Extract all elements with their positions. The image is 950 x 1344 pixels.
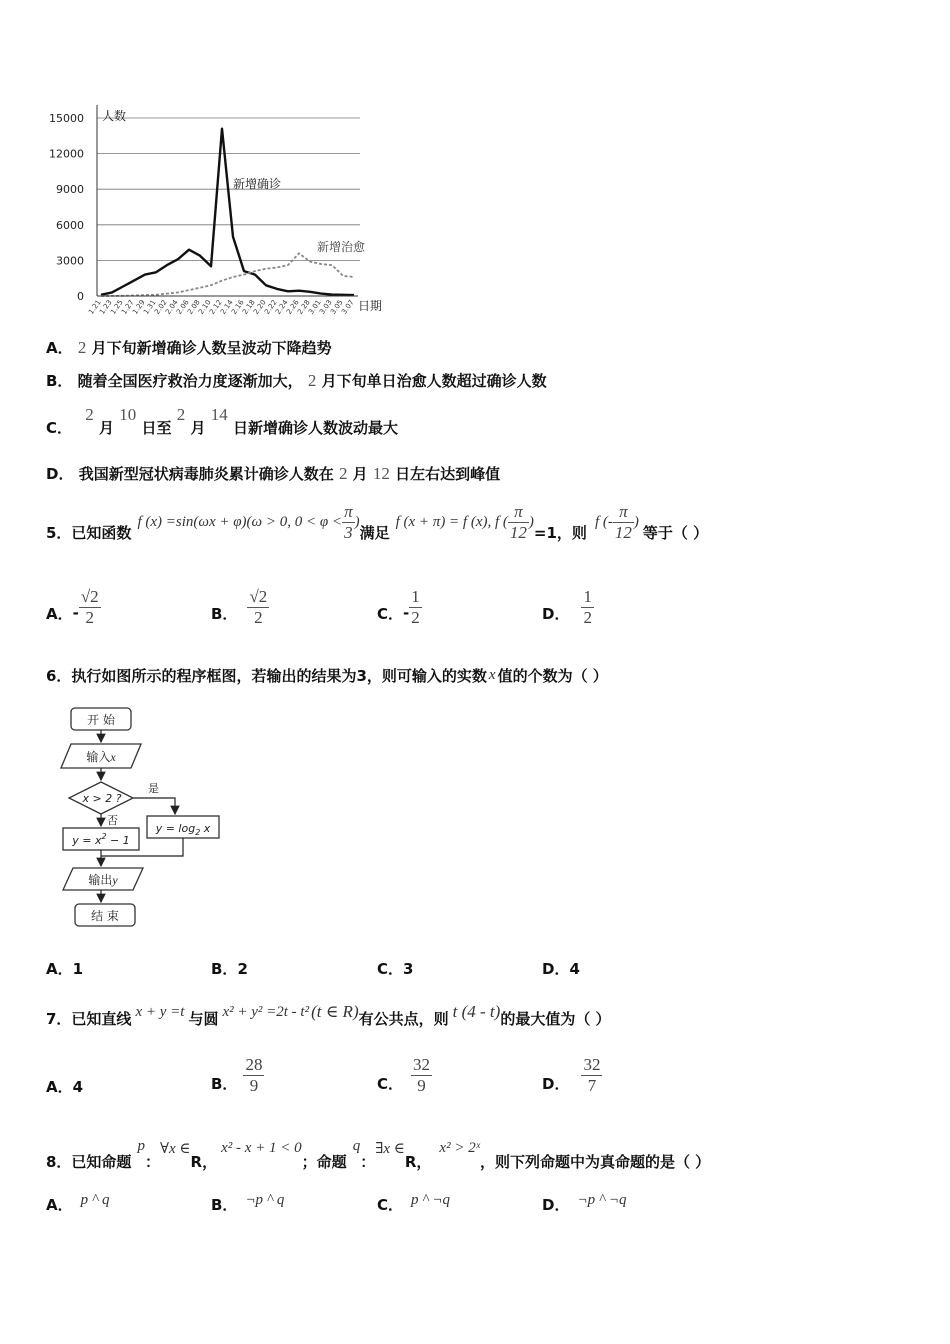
x-tick-label: 2.12 xyxy=(208,298,224,316)
math-expression: f (- xyxy=(594,513,613,530)
option-text: 随着全国医疗救治力度逐渐加大， xyxy=(77,372,303,390)
x-tick-label: 2.10 xyxy=(197,298,213,316)
q7-option-b xyxy=(211,1048,264,1102)
q7-option-d xyxy=(542,1048,602,1102)
q6-option-a xyxy=(46,958,83,979)
x-tick-label: 3.01 xyxy=(307,298,323,316)
q7-options xyxy=(46,1048,646,1102)
fraction-denominator: 2 xyxy=(247,607,269,628)
question-text: 值的个数为（ ） xyxy=(497,667,608,685)
fraction-denominator: 2 xyxy=(79,607,101,628)
option-label: D． xyxy=(542,960,570,978)
question-text: 5．已知函数 xyxy=(46,523,132,542)
covid-line-chart xyxy=(40,100,390,320)
option-text: 日新增确诊人数波动最大 xyxy=(232,419,398,437)
option-text: 月 xyxy=(352,465,368,483)
q4-option-b xyxy=(46,370,547,391)
x-tick-label: 2.04 xyxy=(164,298,180,316)
question-text: =1，则 xyxy=(533,523,587,542)
q5-option-c xyxy=(377,580,422,634)
option-value: 4 xyxy=(72,1078,84,1096)
question-text: ，则下列命题中为真命题的是（ ） xyxy=(479,1152,711,1171)
option-number: 14 xyxy=(210,405,228,424)
option-label: B． xyxy=(46,372,73,390)
question-text: 满足 xyxy=(359,523,390,542)
option-number: 2 xyxy=(85,405,94,424)
math-expression: ) xyxy=(633,513,639,530)
y-tick-label: 6000 xyxy=(56,218,84,232)
x-tick-label: 2.18 xyxy=(241,298,257,316)
y-tick-label: 9000 xyxy=(56,183,84,197)
option-fraction xyxy=(581,1055,602,1096)
question-8 xyxy=(46,1134,710,1170)
math-expression: t (4 - t) xyxy=(452,1002,501,1021)
x-tick-label: 3.07 xyxy=(340,298,356,316)
math-variable: x xyxy=(488,667,496,683)
option-label: B． xyxy=(211,1074,238,1093)
flow-log-text: $y = \log_2 x$ xyxy=(155,822,211,837)
question-text: 8．已知命题 xyxy=(46,1152,132,1171)
option-fraction xyxy=(79,587,101,628)
option-fraction xyxy=(409,587,422,628)
math-expression: x² > 2ˣ xyxy=(439,1139,480,1156)
math-expression: x² + y² =2t - t² xyxy=(222,1003,310,1020)
math-variable: p xyxy=(137,1137,145,1154)
q5-option-d xyxy=(542,580,594,634)
fraction-numerator: √2 xyxy=(249,586,268,606)
math-variable: q xyxy=(352,1137,361,1154)
x-tick-label: 2.06 xyxy=(175,298,191,316)
q8-option-a xyxy=(46,1188,110,1214)
y-tick-label: 3000 xyxy=(56,254,84,268)
option-label: A． xyxy=(46,960,73,978)
x-tick-label: 3.05 xyxy=(329,298,345,316)
option-label: D． xyxy=(46,465,74,483)
flowchart xyxy=(55,700,245,935)
series-label-confirmed: 新增确诊 xyxy=(233,177,282,191)
q4-option-d xyxy=(46,463,500,484)
q5-option-a xyxy=(46,580,101,634)
fraction-denominator: 9 xyxy=(243,1075,264,1096)
option-value: 3 xyxy=(403,960,414,978)
x-tick-label: 2.14 xyxy=(219,298,235,316)
option-sign: - xyxy=(72,604,79,622)
x-tick-label: 2.20 xyxy=(252,298,268,316)
fraction-numerator: π xyxy=(344,501,353,521)
option-fraction xyxy=(243,1055,264,1096)
fraction-numerator: π xyxy=(514,501,523,521)
flow-no-label: 否 xyxy=(107,814,118,827)
option-label: C． xyxy=(377,604,404,623)
q6-options xyxy=(46,958,646,978)
option-value: 2 xyxy=(237,960,248,978)
option-label: B． xyxy=(211,1196,238,1214)
question-text: 等于（ ） xyxy=(642,523,709,542)
q8-options xyxy=(46,1188,686,1216)
question-text: ： xyxy=(144,1152,160,1171)
fraction-numerator: 1 xyxy=(583,586,592,606)
question-text: 与圆 xyxy=(188,1009,219,1028)
x-tick-label: 2.16 xyxy=(230,298,246,316)
option-number: 2 xyxy=(307,371,317,390)
fraction-denominator: 12 xyxy=(614,522,632,542)
math-expression: ) xyxy=(528,513,534,530)
fraction-denominator: 7 xyxy=(581,1075,602,1096)
flow-output-text: 输出y xyxy=(88,873,118,887)
option-label: A． xyxy=(46,1078,73,1096)
x-tick-label: 1.31 xyxy=(142,298,158,316)
option-expression: ¬p ^ q xyxy=(245,1192,285,1208)
question-text: R， xyxy=(404,1152,432,1171)
option-text: 日至 xyxy=(141,419,172,437)
fraction xyxy=(508,502,529,543)
q5-option-b xyxy=(211,580,269,634)
option-label: A． xyxy=(46,1196,73,1214)
question-text: 的最大值为（ ） xyxy=(500,1009,611,1028)
math-expression: f (x + π) = f (x), f ( xyxy=(395,513,508,530)
option-number: 2 xyxy=(77,338,87,357)
fraction xyxy=(613,502,634,543)
option-label: A． xyxy=(46,604,73,623)
x-tick-label: 2.24 xyxy=(274,298,290,316)
x-tick-label: 1.29 xyxy=(131,298,147,316)
option-label: C． xyxy=(377,1196,404,1214)
flow-input-text: 输入x xyxy=(86,750,116,764)
y-axis-label: 人数 xyxy=(102,109,127,123)
question-text: R， xyxy=(190,1152,218,1171)
math-expression: x + y =t xyxy=(135,1003,185,1020)
option-label: B． xyxy=(211,604,238,623)
flow-square-text: $y = x^2 - 1$ xyxy=(72,832,130,847)
option-label: C． xyxy=(377,960,404,978)
option-label: C． xyxy=(377,1074,404,1093)
question-text: 6．执行如图所示的程序框图，若输出的结果为3，则可输入的实数 xyxy=(46,667,487,685)
q7-option-c xyxy=(377,1048,432,1102)
y-tick-label: 0 xyxy=(77,290,84,303)
math-expression: x² - x + 1 < 0 xyxy=(221,1139,302,1156)
option-text: 月下旬新增确诊人数呈波动下降趋势 xyxy=(91,339,332,357)
q5-options xyxy=(46,580,646,634)
option-number: 2 xyxy=(176,405,186,424)
fraction-numerator: 28 xyxy=(245,1054,263,1074)
question-7 xyxy=(46,996,611,1028)
question-5 xyxy=(46,500,708,544)
option-number: 2 xyxy=(338,464,348,483)
x-axis-label: 日期 xyxy=(358,299,383,313)
math-expression: ∀x ∈ xyxy=(159,1140,191,1157)
x-tick-label: 2.26 xyxy=(285,298,301,316)
fraction-denominator: 3 xyxy=(342,522,355,543)
y-tick-label: 15000 xyxy=(49,112,84,125)
fraction-numerator: 32 xyxy=(413,1054,431,1074)
flow-yes-label: 是 xyxy=(148,782,159,795)
math-expression: (t ∈ R) xyxy=(311,1002,359,1021)
option-label: D． xyxy=(542,1074,570,1093)
question-6 xyxy=(46,665,608,686)
x-tick-label: 2.22 xyxy=(263,298,279,316)
series-label-cured: 新增治愈 xyxy=(317,240,366,254)
option-text: 月 xyxy=(98,419,114,437)
flow-start-text: 开 始 xyxy=(87,713,115,727)
option-fraction xyxy=(247,587,269,628)
fraction-numerator: 1 xyxy=(411,586,420,606)
q6-option-b xyxy=(211,958,248,979)
x-tick-label: 1.23 xyxy=(98,298,114,316)
q8-option-d xyxy=(542,1188,627,1214)
fraction xyxy=(342,502,355,543)
option-number: 10 xyxy=(119,405,137,424)
option-expression: p ^ q xyxy=(80,1192,110,1208)
x-tick-label: 2.08 xyxy=(186,298,202,316)
flow-condition-text: x > 2 ? xyxy=(82,792,122,805)
x-tick-label: 1.27 xyxy=(120,298,136,316)
x-tick-label: 2.28 xyxy=(296,298,312,316)
flow-end-text: 结 束 xyxy=(91,909,119,923)
question-text: 7．已知直线 xyxy=(46,1009,132,1028)
q7-option-a xyxy=(46,1076,83,1097)
math-expression: ∃x ∈ xyxy=(375,1140,405,1157)
chart-y-tick-labels xyxy=(49,112,84,303)
option-expression: ¬p ^ ¬q xyxy=(577,1192,627,1208)
q8-option-c xyxy=(377,1188,450,1214)
x-tick-label: 3.03 xyxy=(318,298,334,316)
option-text: 月 xyxy=(190,419,206,437)
x-tick-label: 1.25 xyxy=(109,298,125,316)
option-label: D． xyxy=(542,1196,570,1214)
option-sign: - xyxy=(403,604,410,622)
math-expression: f (x) =sin(ωx + φ)(ω > 0, 0 < φ < xyxy=(137,513,343,530)
series-line-cured xyxy=(101,253,354,296)
option-label: B． xyxy=(211,960,238,978)
option-value: 4 xyxy=(569,960,580,978)
fraction-denominator: 2 xyxy=(411,607,420,627)
fraction-numerator: 32 xyxy=(583,1054,601,1074)
option-label: C． xyxy=(46,419,73,437)
option-text: 日左右达到峰值 xyxy=(395,465,501,483)
question-text: 有公共点，则 xyxy=(358,1009,449,1028)
chart-x-tick-labels xyxy=(87,298,355,316)
q6-option-d xyxy=(542,958,580,979)
option-value: 1 xyxy=(72,960,84,978)
fraction-denominator: 12 xyxy=(509,522,527,542)
option-expression: p ^ ¬q xyxy=(411,1192,450,1208)
option-text: 月下旬单日治愈人数超过确诊人数 xyxy=(321,372,547,390)
fraction-numerator: √2 xyxy=(80,586,99,606)
option-label: A． xyxy=(46,339,73,357)
flow-arrow-yes xyxy=(133,798,175,814)
option-text: 我国新型冠状病毒肺炎累计确诊人数在 xyxy=(78,465,334,483)
q4-option-a xyxy=(46,337,332,358)
option-number: 12 xyxy=(372,464,390,483)
x-tick-label: 1.21 xyxy=(87,298,103,316)
option-label: D． xyxy=(542,604,570,623)
option-fraction xyxy=(411,1055,432,1096)
fraction-denominator: 2 xyxy=(583,607,592,627)
q4-option-c xyxy=(46,404,398,440)
fraction-numerator: π xyxy=(619,501,628,521)
option-fraction xyxy=(581,587,594,628)
question-text: ： xyxy=(360,1152,376,1171)
y-tick-label: 12000 xyxy=(49,147,84,161)
question-text: ；命题 xyxy=(301,1152,347,1171)
q6-option-c xyxy=(377,958,413,979)
q8-option-b xyxy=(211,1188,285,1214)
math-expression: ) xyxy=(354,513,360,530)
fraction-denominator: 9 xyxy=(411,1075,432,1096)
x-tick-label: 2.02 xyxy=(153,298,169,316)
